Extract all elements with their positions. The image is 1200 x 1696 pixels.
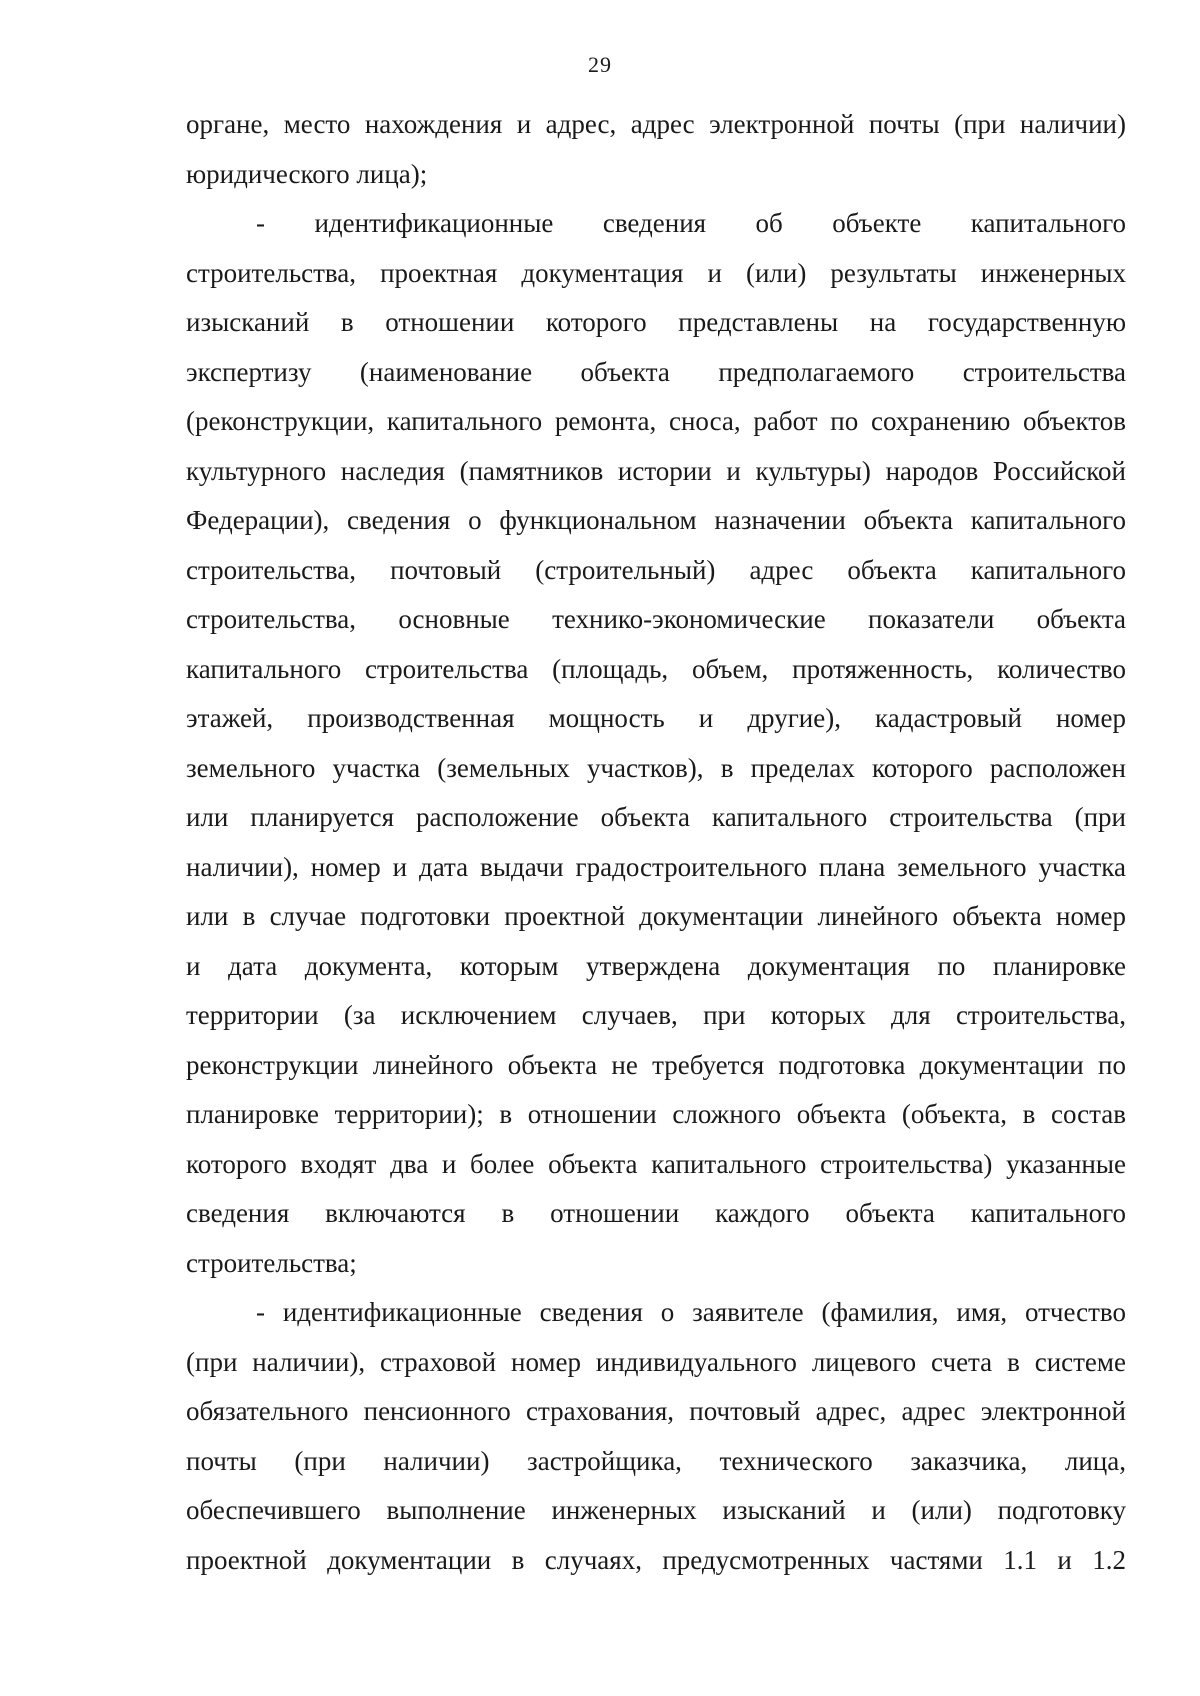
- text-line: строительства, проектная документация и (или) результаты инженерных: [186, 257, 1126, 288]
- text-line: реконструкции линейного объекта не требуется подготовка документации по: [186, 1049, 1126, 1080]
- text-line: - идентификационные сведения об объекте капитального: [256, 208, 1126, 238]
- text-line: наличии), номер и дата выдачи градостроительного плана земельного участка: [186, 851, 1126, 882]
- text-line: планировке территории); в отношении сложного объекта (объекта, в состав: [186, 1099, 1126, 1129]
- text-line: территории (за исключением случаев, при которых для строительства,: [186, 1000, 1126, 1030]
- text-line: экспертизу (наименование объекта предполагаемого строительства: [186, 356, 1126, 387]
- text-line: обязательного пенсионного страхования, почтовый адрес, адрес электронной: [186, 1396, 1126, 1426]
- text-line: почты (при наличии) застройщика, технического заказчика, лица,: [186, 1445, 1126, 1476]
- text-line: (при наличии), страховой номер индивидуального лицевого счета в системе: [186, 1346, 1126, 1377]
- text-line: и дата документа, которым утверждена документация по планировке: [186, 950, 1126, 981]
- text-line: которого входят два и более объекта капитального строительства) указанные: [186, 1148, 1126, 1179]
- text-line: сведения включаются в отношении каждого объекта капитального: [186, 1198, 1126, 1228]
- text-line: строительства, основные технико-экономические показатели объекта: [186, 604, 1126, 634]
- text-line: обеспечившего выполнение инженерных изысканий и (или) подготовку: [186, 1495, 1126, 1525]
- text-line: Федерации), сведения о функциональном назначении объекта капитального: [186, 505, 1126, 535]
- text-line: - идентификационные сведения о заявителе (фамилия, имя, отчество: [256, 1297, 1126, 1327]
- text-line: юридического лица);: [186, 158, 428, 189]
- text-line: культурного наследия (памятников истории и культуры) народов Российской: [186, 455, 1126, 486]
- text-line: строительства;: [186, 1247, 357, 1278]
- document-body: [186, 100, 1126, 1585]
- text-line: строительства, почтовый (строительный) адрес объекта капитального: [186, 554, 1126, 585]
- text-line: этажей, производственная мощность и другие), кадастровый номер: [186, 703, 1126, 733]
- text-line: (реконструкции, капитального ремонта, сноса, работ по сохранению объектов: [186, 406, 1126, 436]
- text-line: земельного участка (земельных участков), в пределах которого расположен: [186, 752, 1126, 783]
- page-number: 29: [588, 52, 612, 77]
- text-line: или планируется расположение объекта капитального строительства (при: [186, 802, 1126, 832]
- text-line: или в случае подготовки проектной документации линейного объекта номер: [186, 901, 1126, 931]
- text-line: проектной документации в случаях, предусмотренных частями 1.1 и 1.2: [186, 1544, 1126, 1575]
- text-line: капитального строительства (площадь, объем, протяженность, количество: [186, 653, 1126, 684]
- text-line: органе, место нахождения и адрес, адрес электронной почты (при наличии): [186, 109, 1126, 139]
- text-line: изысканий в отношении которого представлены на государственную: [186, 307, 1126, 337]
